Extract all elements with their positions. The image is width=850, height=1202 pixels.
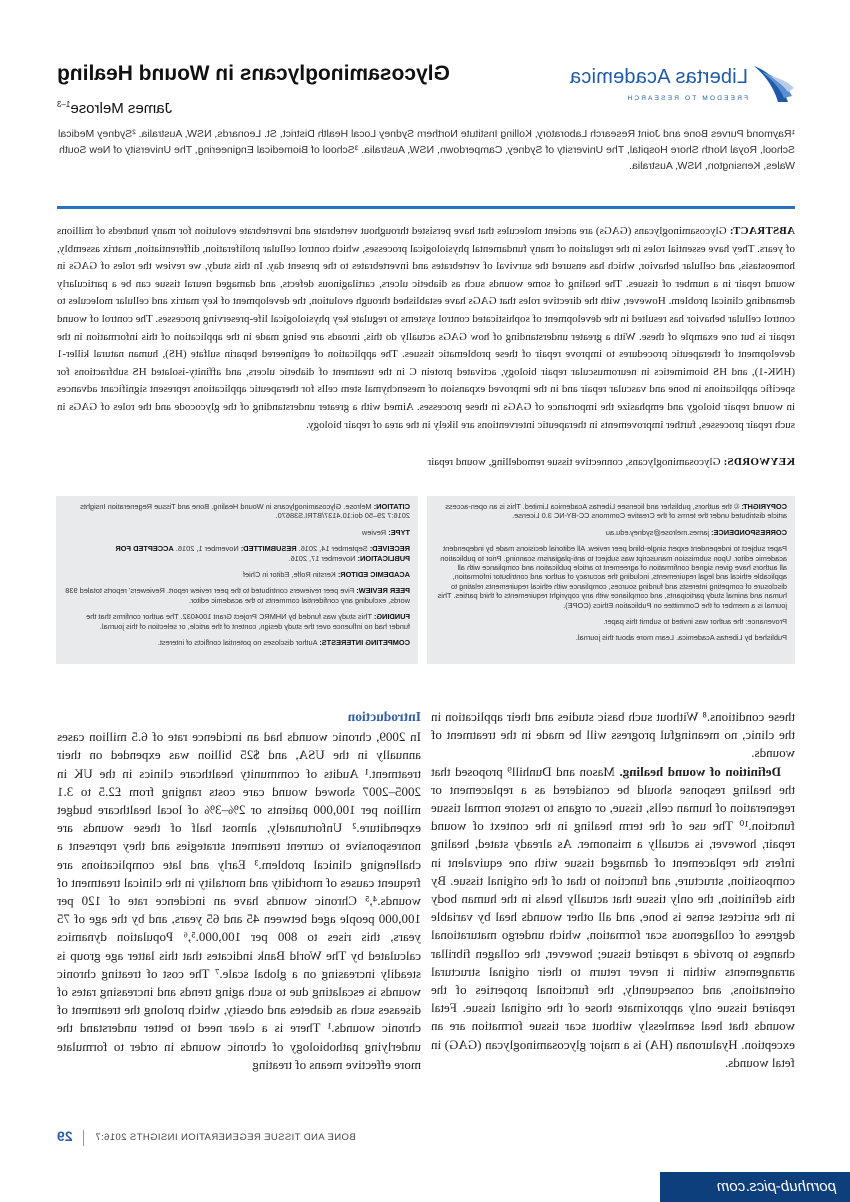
- paper-authors: [57, 100, 172, 117]
- meta-label: CORRESPONDENCE:: [711, 527, 787, 537]
- section-heading-introduction: Introduction: [347, 709, 421, 724]
- meta-label: COMPETING INTERESTS:: [319, 638, 410, 648]
- affiliations: ¹Raymond Purves Bone and Joint Research Laboratory, Kolling Institute Northern Sydney Local Health District, St. Leonards, NSW, Australia. ²Sydney Medical School, Royal North Shore Hospital, The University of Sydney, Camperdown, NSW, Australia. ³School of Biomedical Engineering, The University of New South Wales, Kensington, NSW, Australia.: [58, 128, 795, 172]
- watermark: [660, 1172, 850, 1202]
- meta-text: Melrose. Glycosaminoglycans in Wound Healing. Bone and Tissue Regeneration Insights 2016:7 29–50 doi:10.4137/BTRI.S38670.: [80, 502, 410, 521]
- subsection-heading: Definition of wound healing.: [619, 763, 781, 779]
- meta-label: RESUBMITTED:: [240, 544, 297, 554]
- meta-label: ACADEMIC EDITOR:: [337, 570, 410, 580]
- meta-citation: [64, 502, 410, 521]
- meta-label: ACCEPTED FOR PUBLICATION:: [115, 544, 410, 563]
- page-number: 29: [57, 1128, 73, 1144]
- meta-dates: [64, 544, 410, 563]
- abstract: [57, 223, 795, 434]
- author-affil-sup: 1–3: [57, 100, 71, 109]
- meta-text: September 14, 2016.: [298, 544, 368, 554]
- publication-info-box: [427, 496, 795, 664]
- meta-competing: [64, 638, 410, 647]
- meta-label: FUNDING:: [373, 612, 410, 622]
- meta-text: Review: [361, 527, 387, 537]
- keywords-text: Glycosaminoglycans, connective tissue remodelling, wound repair: [427, 456, 721, 468]
- body-column-right: [431, 708, 795, 1072]
- brand-name: Libertas Academica: [569, 66, 748, 88]
- paper-title: Glycosaminoglycans in Wound Healing: [57, 62, 450, 85]
- swoosh-logo-icon: [752, 62, 796, 108]
- meta-peer-review: [64, 586, 410, 605]
- meta-label: COPYRIGHT:: [741, 502, 787, 511]
- page-footer: [57, 1128, 795, 1150]
- meta-text: November 1, 2016.: [175, 544, 239, 554]
- divider: [57, 206, 795, 209]
- correspondence-email[interactable]: james.melrose@sydney.edu.au: [605, 527, 709, 537]
- watermark-text: pornhub-pics.com: [716, 1178, 836, 1195]
- journal-name: BONE AND TISSUE REGENERATION INSIGHTS 2016:7: [95, 1132, 356, 1143]
- meta-label: TYPE:: [388, 527, 410, 537]
- body-paragraph: these conditions.⁸ Without such basic studies and their application in the clinic, no meaningful progress will be made in the treatment of wounds.: [431, 709, 795, 761]
- meta-text: This study was funded by NHMRC Project Grant 1004032. The author confirms that the funder had no influence over the study design, content of the article, or selection of this journal.: [86, 612, 410, 631]
- meta-label: PEER REVIEW:: [356, 586, 410, 596]
- abstract-text: Glycosaminoglycans (GAGs) are ancient molecules that have persisted throughout vertebrate and invertebrate evolution for many hundreds of millions of years. They have essential roles in the regulation of many fundamental physiological processes, which control cellular proliferation, differentiation, matrix assembly, homeostasis, and cellular behavior, which has ensured the survival of vertebrates and invertebrates to the present day. In this study, we review the roles of GAGs in wound repair in a number of tissues. The healing of some wounds such as diabetic ulcers, cartilaginous defects, and damaged neural tissue can be a particularly demanding clinical problem. However, with the directive roles that GAGs have established through evolution, the development of key matrix and cellular molecules to control cellular behavior has resulted in the development of sophisticated control systems to regulate key physiological life-preserving processes. The control of wound repair is but one example of these. With a greater understanding of how GAGs actually do this, inroads are being made in the application of this information in the development of therapeutic procedures to improve repair of these problematic tissues. The application of engineered heparin sulfate (HS), human natural killer-1 (HNK-1), and HS biomimetics in neuromuscular repair biology, activated protein C in the treatment of diabetic ulcers, and affinity-isolated HS subfractions for specific applications in bone and vascular repair and in the improved expansion of mesenchymal stem cells for therapeutic applications represent significant advances in wound repair biology and emphasize the importance of GAGs in these processes. Aimed with a greater understanding of the glycocode and the roles of GAGs in such repair processes, further improvements in therapeutic interventions are likely in the area of repair biology.: [57, 225, 795, 431]
- meta-funding: [64, 612, 410, 631]
- article-info-box: [56, 496, 418, 664]
- meta-editor: [64, 570, 410, 579]
- meta-text: Author discloses no potential conflicts of interest.: [157, 638, 318, 648]
- intro-paragraph: In 2009, chronic wounds had an incidence rate of 6.5 million cases annually in the USA, and $25 billion was expended on their treatment.¹ Audits of community healthcare clinics in the UK in 2005–2007 showed wound care costs ranging from £2.5 to 3.1 million per 100,000 patients or 2%–3% of local healthcare budget expenditure.² Unfortunately, almost half of these wounds are nonresponsive to current treatment strategies and they represent a challenging clinical problem.³ Early and late complications are frequent causes of morbidity and mortality in the clinical treatment of wounds.⁴,⁵ Chronic wounds have an incidence rate of 120 per 100,000 people aged between 45 and 65 years, and by the age of 75 years, this rises to 800 per 100,000.⁵,⁶ Population dynamics calculated by The World Bank indicates that this latter age group is steadily increasing on a global scale.⁷ The cost of treating chronic wounds is escalating due to such aging trends and increasing rates of diseases such as diabetes and obesity, which prolong the treatment of chronic wounds.¹ There is a clear need to better understand the underlying pathobiology of chronic wounds in order to formulate more effective means of treating: [57, 729, 421, 1072]
- keywords-label: KEYWORDS:: [723, 456, 795, 468]
- meta-copyright: [435, 502, 787, 521]
- meta-published-by[interactable]: Published by Libertas Academica. Learn more about this journal.: [575, 633, 787, 643]
- meta-label: RECEIVED:: [369, 544, 410, 554]
- meta-label: CITATION:: [373, 502, 410, 511]
- meta-text: November 17, 2016.: [288, 553, 356, 563]
- meta-text: Kerstin Rolfe, Editor in Chief: [242, 570, 336, 580]
- keywords: [57, 456, 795, 468]
- publisher-logo[interactable]: [569, 62, 796, 108]
- abstract-label: ABSTRACT:: [729, 225, 795, 237]
- meta-text: © the authors, publisher and licensee Libertas Academica Limited. This is an open-access article distributed under the terms of the Creative Commons CC-BY-NC 3.0 License.: [445, 502, 787, 521]
- meta-text: Five peer reviewers contributed to the peer review report. Reviewers' reports totaled 938 words, excluding any confidential comments to the academic editor.: [65, 586, 410, 605]
- author-name: James Melrose: [70, 100, 173, 117]
- brand-tagline: FREEDOM TO RESEARCH: [625, 95, 748, 102]
- meta-type: [64, 528, 410, 537]
- meta-correspondence: [435, 528, 787, 537]
- meta-review-statement: Paper subject to independent expert single-blind peer review. All editorial decisions made by independent academic editor. Upon submission manuscript was subject to anti-plagiarism scanning. Prior to publication all authors have given signed confirmation of agreement to article publication and compliance with all applicable ethical and legal requirements, including the accuracy of author and contributor information, disclosure of competing interests and funding sources, compliance with ethical requirements relating to human and animal study participants, and compliance with any copyright requirements of third parties. This journal is a member of the Committee on Publication Ethics (COPE).: [437, 544, 787, 610]
- definition-paragraph: [431, 763, 795, 1072]
- meta-provenance: Provenance: the author was invited to submit this paper.: [603, 617, 787, 627]
- footer-divider: [83, 1130, 84, 1146]
- definition-text: Mason and Dunhill⁹ proposed that the healing response should be considered as a replacement or regeneration of human cells, tissue, or organs to restore normal tissue function.¹⁰ The use of the term healing in the context of wound repair, however, is actually a misnomer. As already stated, healing infers the replacement of damaged tissue with one equivalent in composition, structure, and function to that of the original tissue. By this definition, the only tissue that actually heals in the human body in the strictest sense is bone, and all other wounds heal by variable degrees of collagenous scar formation, which undergo maturational changes to provide a repaired tissue; however, the collagen fibrillar arrangements within it never return to their original structural orientations, and consequently, the functional properties of the repaired tissue only approximate those of the original tissue. Fetal wounds that heal seamlessly without scar tissue formation are an exception. Hyaluronan (HA) is a major glycosaminoglycan (GAG) in fetal wounds.: [431, 763, 795, 1070]
- body-column-left: [57, 708, 421, 1074]
